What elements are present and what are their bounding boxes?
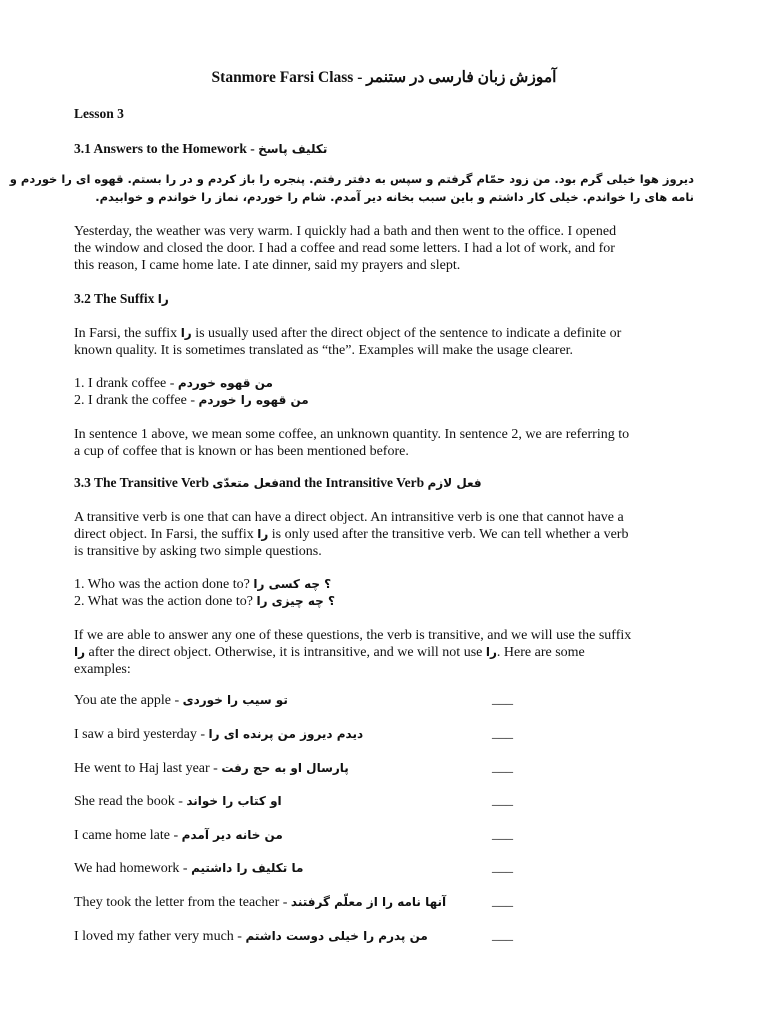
transitive-questions bbox=[74, 576, 696, 610]
answer-blank[interactable]: ___ bbox=[492, 928, 513, 943]
list-item: 1. Who was the action done to? ؟ چه كسی را bbox=[74, 577, 332, 592]
exercise-item: I saw a bird yesterday - ديدم ديروز من پرنده ای را bbox=[74, 727, 364, 742]
section-heading-farsi: تكليف پاسخ bbox=[258, 142, 328, 156]
exercise-item: They took the letter from the teacher - آنها نامه را از معلّم گرفتند bbox=[74, 895, 447, 910]
transitive-definition-paragraph: A transitive verb is one that can have a direct object. An intransitive verb is one that cannot have a direct object. In Farsi, the suffix را is only used after the transitive verb. We can tell whether a verb is transitive by asking two simple questions. bbox=[74, 510, 629, 559]
english-line: the window and closed the door. I had a coffee and read some letters. I had a lot of work, and for bbox=[74, 241, 615, 256]
list-item: 2. I drank the coffee - من قهوه را خوردم bbox=[74, 393, 309, 408]
answer-blank[interactable]: ___ bbox=[492, 760, 513, 775]
exercise-item: I loved my father very much - من پدرم را خيلی دوست داشتم bbox=[74, 929, 428, 944]
exercise-item: You ate the apple - تو سيب را خوردی bbox=[74, 693, 288, 708]
farsi-answer-paragraph bbox=[9, 170, 694, 206]
answer-blank[interactable]: ___ bbox=[492, 894, 513, 909]
answer-blank[interactable]: ___ bbox=[492, 827, 513, 842]
english-answer-paragraph bbox=[74, 223, 696, 274]
answer-blank[interactable]: ___ bbox=[492, 860, 513, 875]
section-heading-text: 3.2 The Suffix bbox=[74, 291, 158, 306]
suffix-closing-paragraph: In sentence 1 above, we mean some coffee, an unknown quantity. In sentence 2, we are referring to a cup of coffee that is known or has been mentioned before. bbox=[74, 427, 630, 459]
exercise-item: I came home late - من خانه دير آمدم bbox=[74, 828, 283, 843]
suffix-intro-paragraph bbox=[74, 325, 696, 359]
exercise-item: He went to Haj last year - پارسال او به حج رفت bbox=[74, 761, 349, 776]
section-heading-3-3: 3.3 The Transitive Verb فعل متعدّیand the Intransitive Verb فعل لازم bbox=[74, 475, 482, 490]
answer-blank[interactable]: ___ bbox=[492, 726, 513, 741]
farsi-line: نامه های را خواندم. خيلی كار داشتم و باين سبب بخانه دير آمدم. شام را خوردم، نماز را خواندم و خوابيدم. bbox=[95, 190, 694, 204]
exercise-item: She read the book - او كتاب را خواند bbox=[74, 794, 282, 809]
text-run: is usually used after the direct object of the sentence to indicate a definite or bbox=[191, 326, 622, 341]
farsi-suffix: را bbox=[180, 326, 192, 340]
english-line: Yesterday, the weather was very warm. I quickly had a bath and then went to the office. I opened bbox=[74, 224, 617, 239]
list-item: 2. What was the action done to? ؟ چه چيزی را bbox=[74, 594, 335, 609]
section-heading-farsi: را bbox=[157, 292, 169, 306]
exercise-item: We had homework - ما تكليف را داشتيم bbox=[74, 861, 304, 876]
text-run: In Farsi, the suffix bbox=[74, 326, 181, 341]
suffix-examples bbox=[74, 375, 696, 409]
answer-blank[interactable]: ___ bbox=[492, 793, 513, 808]
list-item: 1. I drank coffee - من قهوه خوردم bbox=[74, 376, 273, 391]
page-title: Stanmore Farsi Class - آموزش زبان فارسی در ستنمر bbox=[211, 69, 557, 86]
lesson-label: Lesson 3 bbox=[74, 106, 124, 121]
english-line: this reason, I came home late. I ate dinner, said my prayers and slept. bbox=[74, 258, 461, 273]
section-heading-3-1 bbox=[74, 141, 327, 157]
answer-blank[interactable]: ___ bbox=[492, 692, 513, 707]
farsi-line: ديروز هوا خيلی گرم بود. من زود حمّام گرفتم و سپس به دفتر رفتم. پنجره را باز كردم و در را بستم. قهوه ای را خوردم و bbox=[9, 172, 694, 186]
section-heading-3-2 bbox=[74, 291, 169, 307]
text-run: known quality. It is sometimes translated as “the”. Examples will make the usage clearer. bbox=[74, 343, 574, 358]
section-heading-text: 3.1 Answers to the Homework - bbox=[74, 141, 259, 156]
transitive-usage-paragraph: If we are able to answer any one of these questions, the verb is transitive, and we will use the suffix را after the direct object. Otherwise, it is intransitive, and we will not use را. Here are some examples: bbox=[74, 628, 632, 677]
